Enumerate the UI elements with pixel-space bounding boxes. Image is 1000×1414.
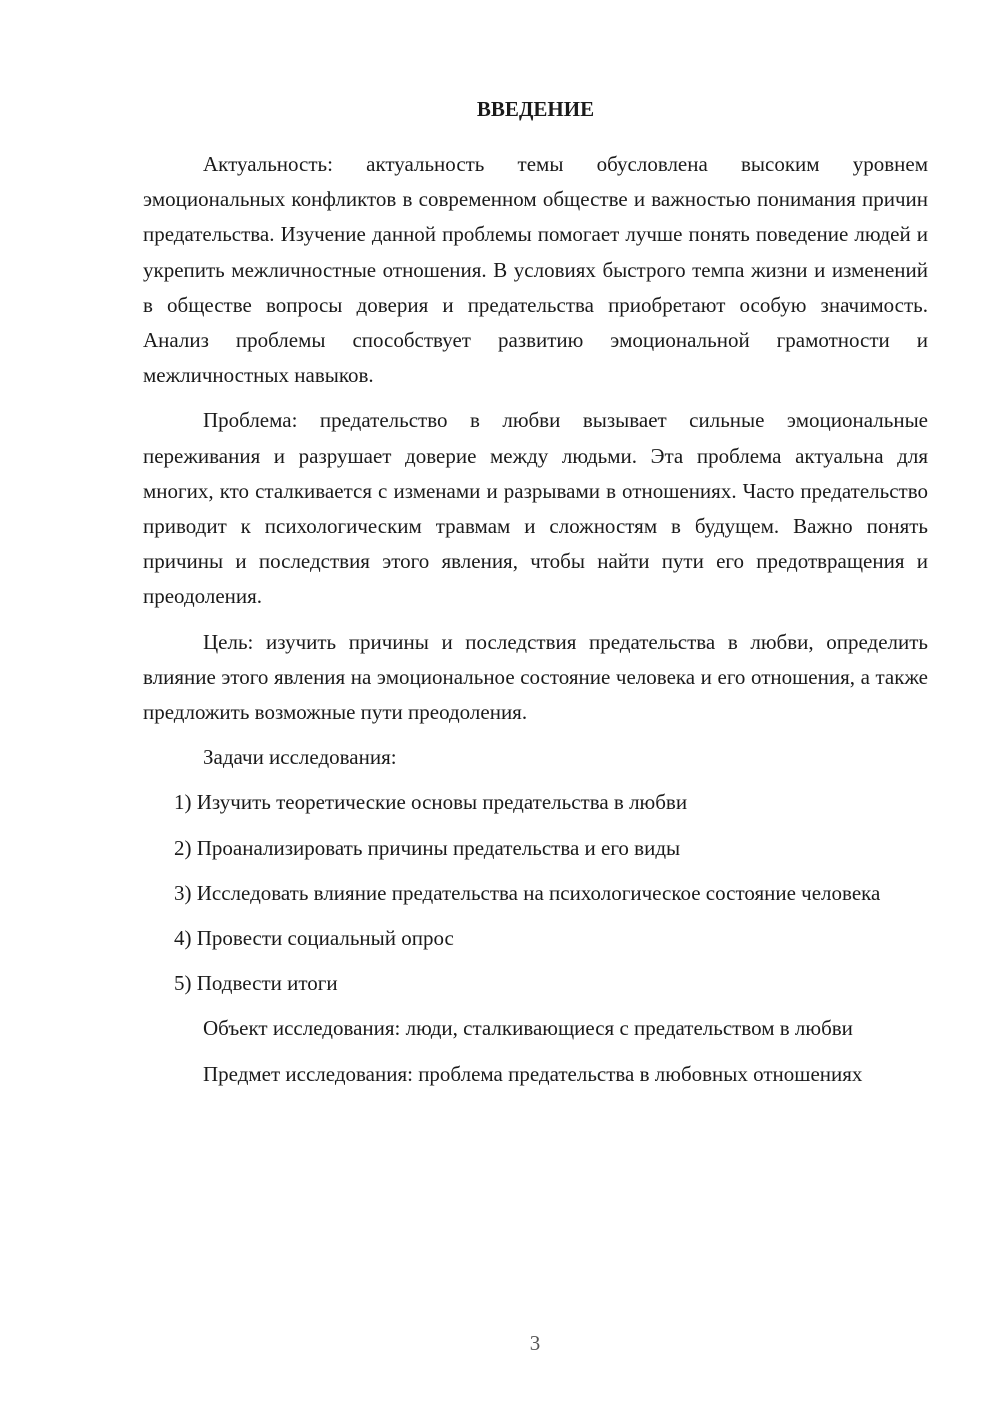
task-item-5: 5) Подвести итоги: [174, 971, 338, 996]
problem-paragraph: Проблема: предательство в любви вызывает сильные эмоциональные переживания и разрушает доверие между людьми. Эта проблема актуальна для многих, кто сталкивается с изменами и разрывами в отношениях. Часто предательство приводит к психологическим травмам и сложностям в будущем. Важно понять причины и последствия этого явления, чтобы найти пути его предотвращения и преодоления.: [143, 408, 928, 609]
section-heading: ВВЕДЕНИЕ: [476, 97, 595, 121]
tasks-title: Задачи исследования:: [203, 745, 397, 770]
task-item-4: 4) Провести социальный опрос: [174, 926, 454, 951]
subject-paragraph: Предмет исследования: проблема предательства в любовных отношениях: [203, 1061, 863, 1086]
tasks-list: [143, 785, 928, 1001]
task-item-2: 2) Проанализировать причины предательства и его виды: [174, 835, 681, 860]
goal-paragraph: Цель: изучить причины и последствия предательства в любви, определить влияние этого явления на эмоциональное состояние человека и его отношения, а также предложить возможные пути преодоления.: [143, 629, 928, 725]
page-number: 3: [529, 1331, 541, 1355]
object-paragraph: Объект исследования: люди, сталкивающиеся с предательством в любви: [203, 1016, 853, 1041]
document-page: [143, 92, 928, 1102]
task-item-3: 3) Исследовать влияние предательства на психологическое состояние человека: [174, 880, 881, 905]
task-item-1: 1) Изучить теоретические основы предательства в любви: [174, 790, 688, 815]
relevance-paragraph: Актуальность: актуальность темы обусловлена высоким уровнем эмоциональных конфликтов в современном обществе и важностью понимания причин предательства. Изучение данной проблемы помогает лучше понять поведение людей и укрепить межличностные отношения. В условиях быстрого темпа жизни и изменений в обществе вопросы доверия и предательства приобретают особую значимость. Анализ проблемы способствует развитию эмоциональной грамотности и межличностных навыков.: [143, 152, 928, 388]
